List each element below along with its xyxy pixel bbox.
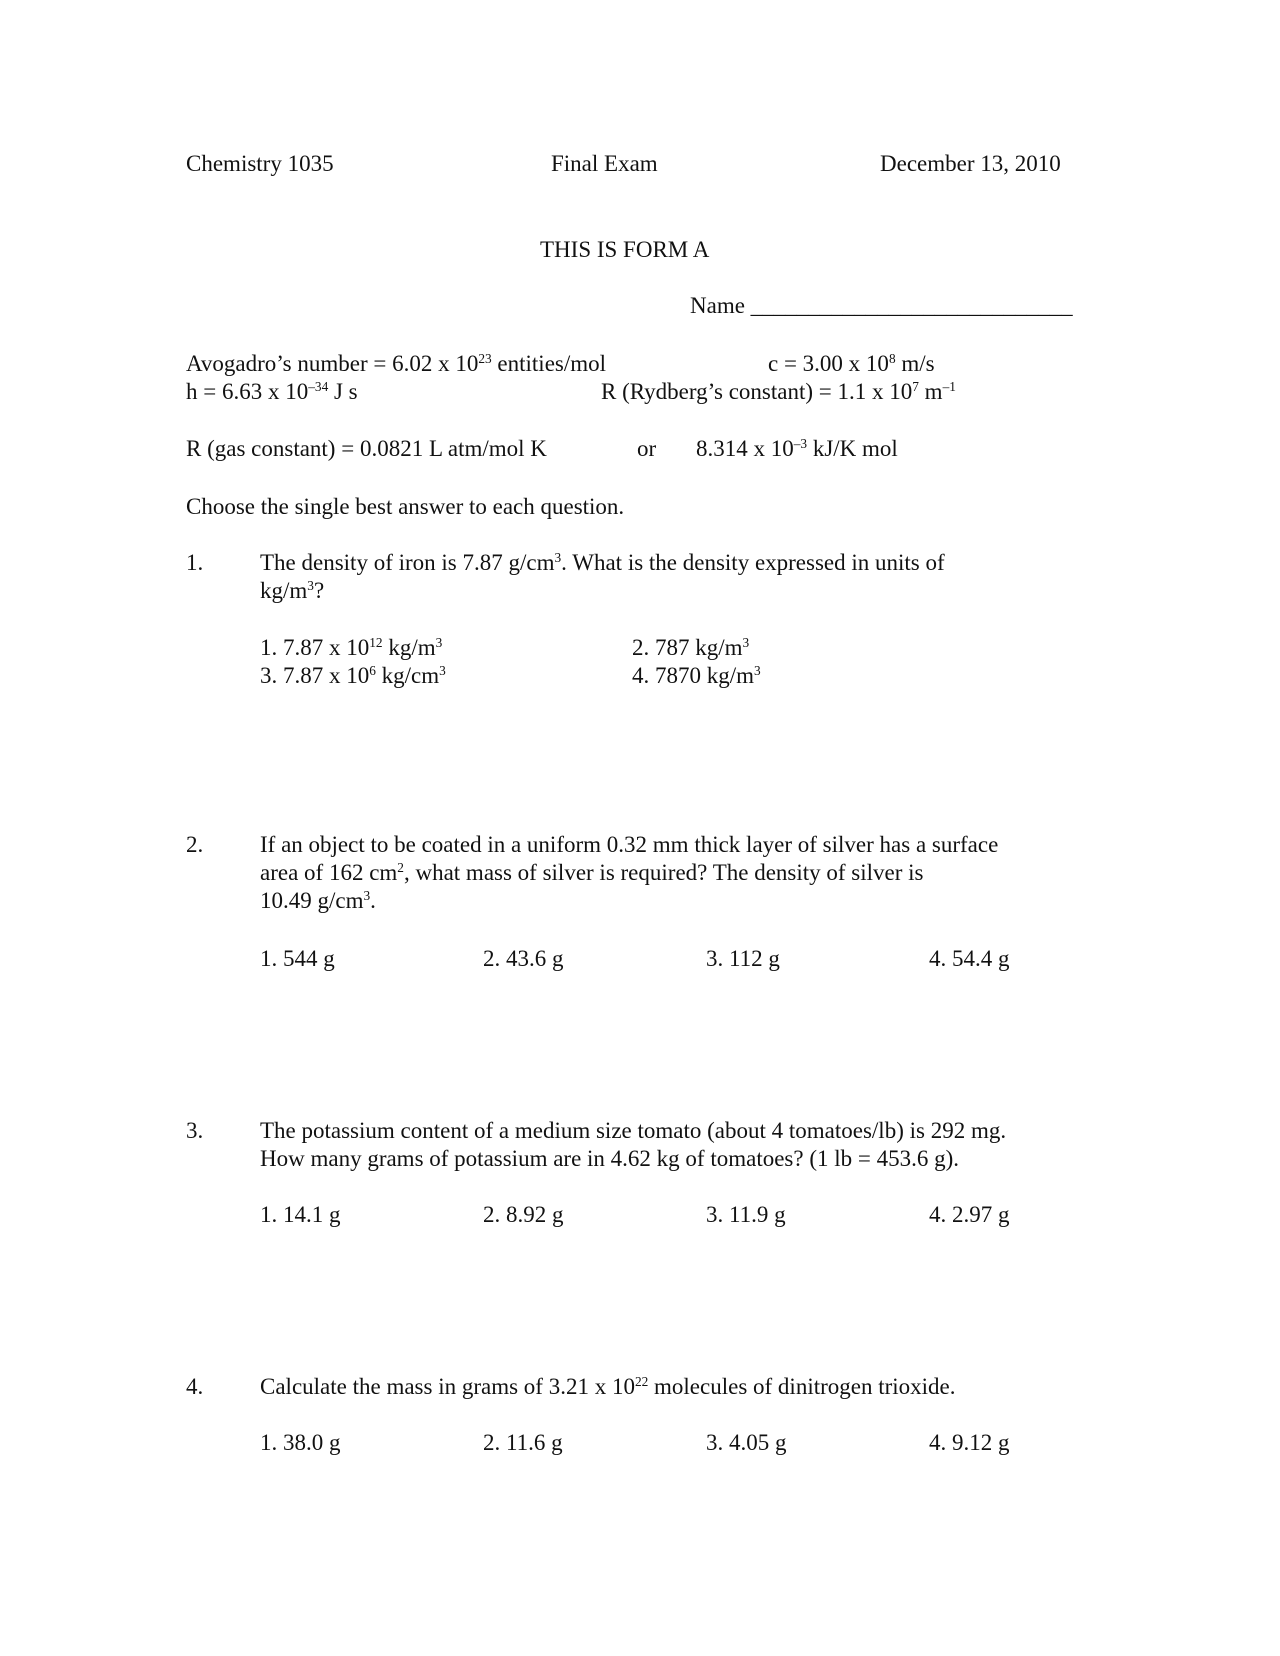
question-text: $kg/m^3$? xyxy=(260,578,325,603)
question-text: How many grams of potassium are in 4.62 kg of tomatoes? (1 lb = 453.6 g). xyxy=(260,1146,960,1171)
answer-option[interactable]: 2. 787 $kg/m^3$ xyxy=(632,635,750,660)
course-title: Chemistry 1035 xyxy=(186,151,334,176)
question-text: The potassium content of a medium size tomato (about 4 tomatoes/lb) is 292 mg. xyxy=(260,1118,1007,1143)
answer-option[interactable]: 1. 544 g xyxy=(260,946,335,971)
avogadro-constant: Avogadro’s number = 6.02 x $10^{23}$ entities/mol xyxy=(186,351,607,376)
answer-option[interactable]: 3. 11.9 g xyxy=(706,1202,786,1227)
answer-option[interactable]: 3. 112 g xyxy=(706,946,780,971)
answer-option[interactable]: 4. 7870 $kg/m^3$ xyxy=(632,663,761,688)
form-label: THIS IS FORM A xyxy=(540,237,710,262)
answer-option[interactable]: 4. 9.12 g xyxy=(929,1430,1010,1455)
name-line xyxy=(690,292,1073,320)
answer-option[interactable]: 1. 14.1 g xyxy=(260,1202,341,1227)
instructions: Choose the single best answer to each question. xyxy=(186,494,625,519)
answer-option[interactable]: 2. 11.6 g xyxy=(483,1430,563,1455)
name-blank[interactable]: ____________________________ xyxy=(750,293,1073,318)
question-number: 4. xyxy=(186,1374,204,1399)
answer-option[interactable]: 2. 43.6 g xyxy=(483,946,564,971)
answer-option[interactable]: 4. 2.97 g xyxy=(929,1202,1010,1227)
answer-option[interactable]: 1. 7.87 x $10^{12}$ $kg/m^3$ xyxy=(260,635,443,660)
gas-constant-or: or xyxy=(637,436,657,461)
question-text: 10.49 $g/cm^3$. xyxy=(260,888,376,913)
rydberg-constant: R (Rydberg’s constant) = 1.1 x $10^7$ $m^{-1}$ xyxy=(601,379,956,404)
question-number: 3. xyxy=(186,1118,204,1143)
answer-option[interactable]: 1. 38.0 g xyxy=(260,1430,341,1455)
speed-of-light-constant: c = 3.00 x $10^8$ m/s xyxy=(768,351,935,376)
planck-constant: h = 6.63 x $10^{-34}$ J s xyxy=(186,379,358,404)
question-number: 1. xyxy=(186,550,204,575)
question-text: area of 162 $cm^2$, what mass of silver is required? The density of silver is xyxy=(260,860,924,885)
question-text: The density of iron is 7.87 $g/cm^3$. What is the density expressed in units of xyxy=(260,550,945,575)
exam-title: Final Exam xyxy=(551,151,658,176)
gas-constant-alt: 8.314 x $10^{-3}$ kJ/K mol xyxy=(696,436,898,461)
answer-option[interactable]: 4. 54.4 g xyxy=(929,946,1010,971)
question-text: If an object to be coated in a uniform 0.32 mm thick layer of silver has a surface xyxy=(260,832,999,857)
gas-constant: R (gas constant) = 0.0821 L atm/mol K xyxy=(186,436,547,461)
question-text: Calculate the mass in grams of 3.21 x $10^{22}$ molecules of dinitrogen trioxide. xyxy=(260,1374,956,1399)
answer-option[interactable]: 3. 7.87 x $10^6$ $kg/cm^3$ xyxy=(260,663,446,688)
name-label: Name xyxy=(690,293,745,318)
answer-option[interactable]: 2. 8.92 g xyxy=(483,1202,564,1227)
exam-date: December 13, 2010 xyxy=(880,151,1061,176)
answer-option[interactable]: 3. 4.05 g xyxy=(706,1430,787,1455)
question-number: 2. xyxy=(186,832,204,857)
